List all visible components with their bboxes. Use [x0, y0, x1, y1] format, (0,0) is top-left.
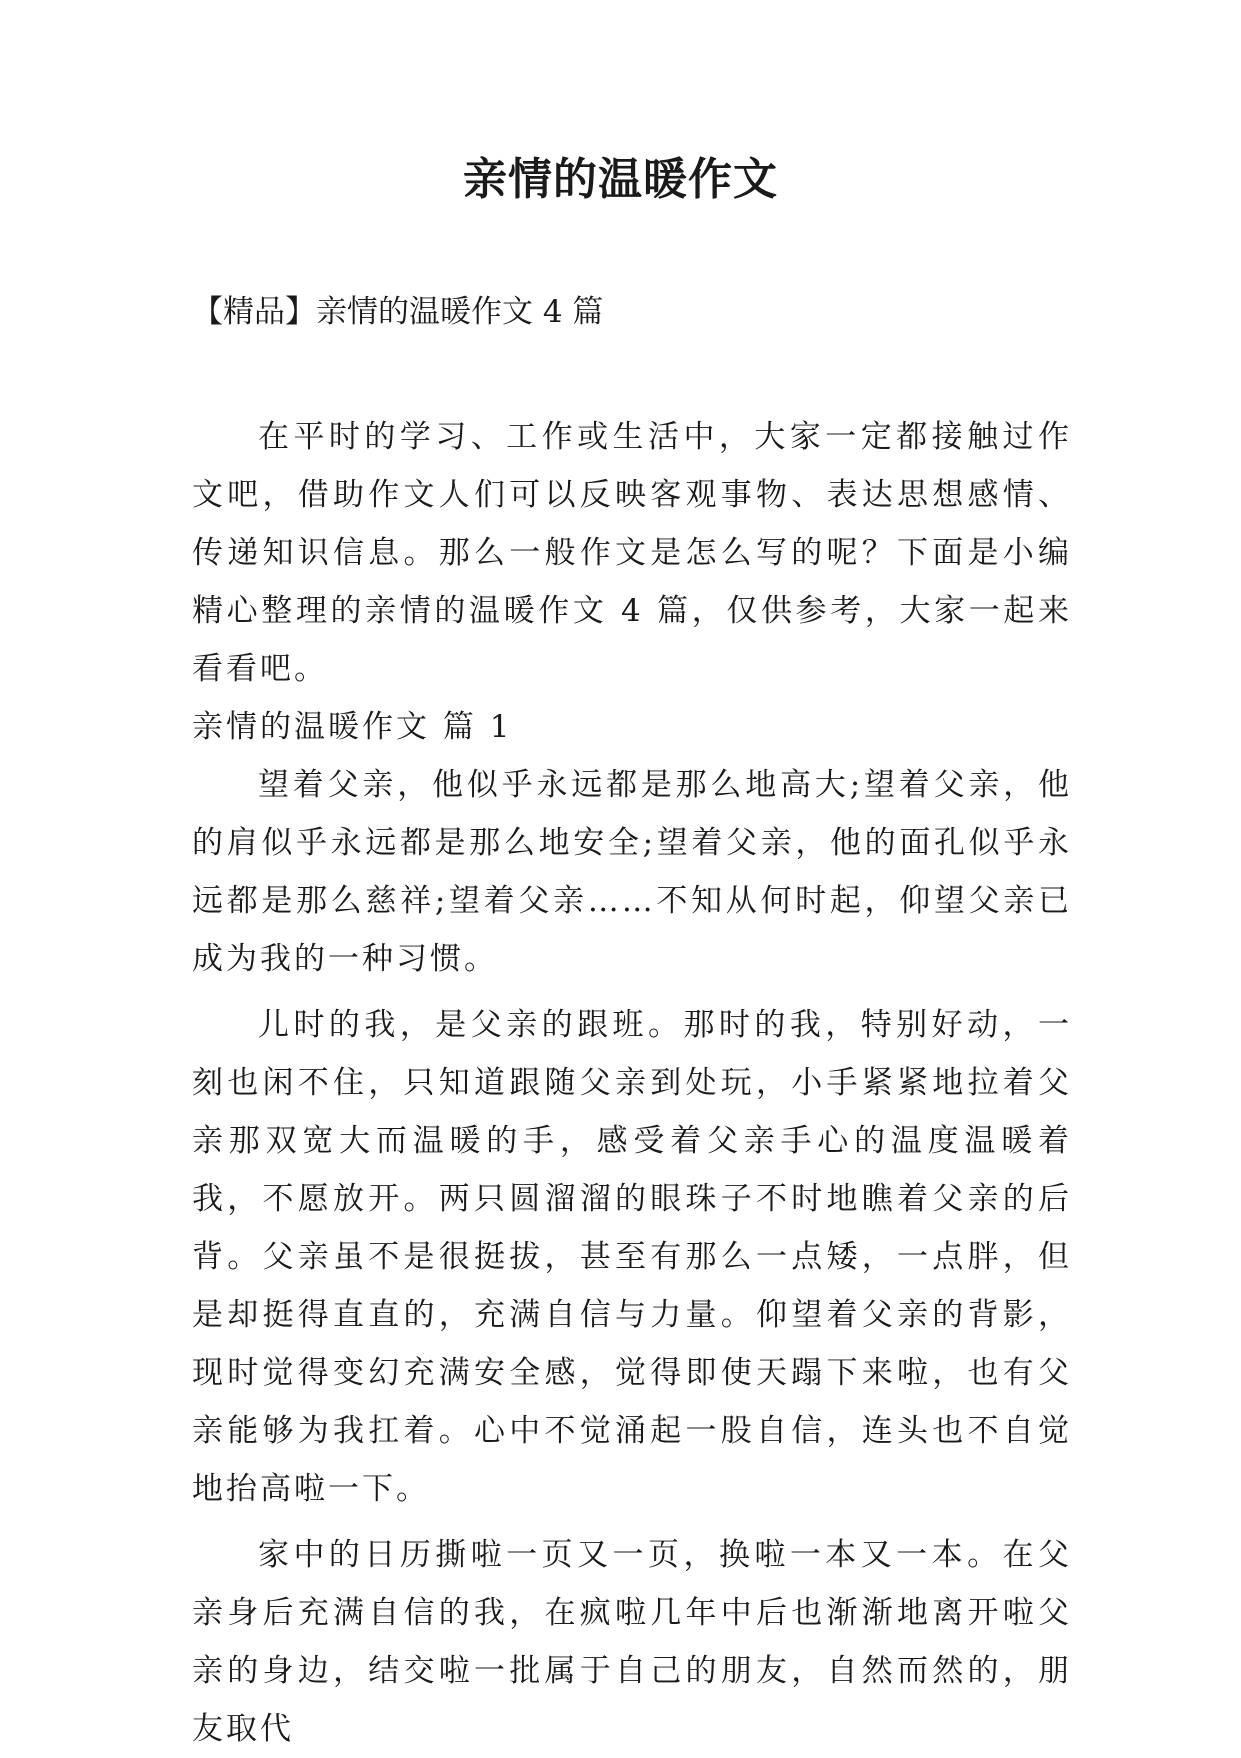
body-paragraph-3: 家中的日历撕啦一页又一页，换啦一本又一本。在父亲身后充满自信的我，在疯啦几年中后也渐渐地离开啦父亲的身边，结交啦一批属于自己的朋友，自然而然的，朋友取代	[192, 1537, 1072, 1747]
intro-paragraph: 在平时的学习、工作或生活中，大家一定都接触过作文吧，借助作文人们可以反映客观事物、表达思想感情、传递知识信息。那么一般作文是怎么写的呢？下面是小编精心整理的亲情的温暖作文 4 篇，仅供参考，大家一起来看看吧。	[192, 419, 1072, 687]
document-title: 亲情的温暖作文	[463, 154, 778, 205]
document-subtitle: 【精品】亲情的温暖作文 4 篇	[192, 294, 604, 330]
body-paragraph-2: 儿时的我，是父亲的跟班。那时的我，特别好动，一刻也闲不住，只知道跟随父亲到处玩，小手紧紧地拉着父亲那双宽大而温暖的手，感受着父亲手心的温度温暖着我，不愿放开。两只圆溜溜的眼珠子不时地瞧着父亲的后背。父亲虽不是很挺拔，甚至有那么一点矮，一点胖，但是却挺得直直的，充满自信与力量。仰望着父亲的背影，现时觉得变幻充满安全感，觉得即使天蹋下来啦，也有父亲能够为我扛着。心中不觉涌起一股自信，连头也不自觉地抬高啦一下。	[192, 1007, 1072, 1507]
section-heading: 亲情的温暖作文 篇 1	[192, 709, 513, 745]
body-paragraph-1: 望着父亲，他似乎永远都是那么地高大;望着父亲，他的肩似乎永远都是那么地安全;望着父亲，他的面孔似乎永远都是那么慈祥;望着父亲……不知从何时起，仰望父亲已成为我的一种习惯。	[192, 767, 1072, 977]
document-body	[192, 408, 1072, 1758]
